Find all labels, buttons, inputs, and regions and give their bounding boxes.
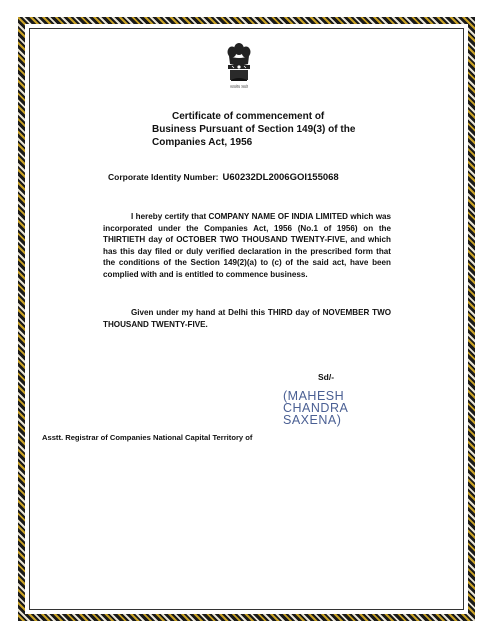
signature-line: CHANDRA	[283, 401, 349, 415]
cin-value: U60232DL2006GOI155068	[222, 172, 339, 183]
registrar-designation: Asstt. Registrar of Companies National Capital Territory of	[42, 433, 253, 442]
title-line-2: Business Pursuant of Section 149(3) of the	[152, 124, 356, 135]
signature-line: (MAHESH	[283, 389, 345, 403]
signature-line: SAXENA)	[283, 413, 342, 427]
given-under-hand-paragraph: Given under my hand at Delhi this THIRD day of NOVEMBER TWO THOUSAND TWENTY-FIVE.	[103, 308, 391, 329]
title-line-3: Companies Act, 1956	[152, 137, 253, 148]
certificate-title	[152, 110, 412, 149]
handwritten-signature	[283, 390, 363, 426]
national-emblem-icon	[221, 40, 257, 90]
corporate-identity-number	[108, 172, 408, 183]
signed-marker: Sd/-	[318, 372, 335, 382]
cin-label: Corporate Identity Number:	[108, 172, 219, 182]
certification-paragraph: I hereby certify that COMPANY NAME OF INDIA LIMITED which was incorporated under the Companies Act, 1956 (No.1 of 1956) on the THIRTIETH day of OCTOBER TWO THOUSAND TWENTY-FIVE, and which has this day filed or duly verified declaration in the prescribed form that the conditions of the Section 149(2)(a) to (c) of the said act, have been complied with and is entitled to commence business.	[103, 212, 391, 279]
emblem-caption: सत्यमेव जयते	[230, 85, 248, 89]
title-line-1: Certificate of commencement of	[172, 111, 325, 122]
